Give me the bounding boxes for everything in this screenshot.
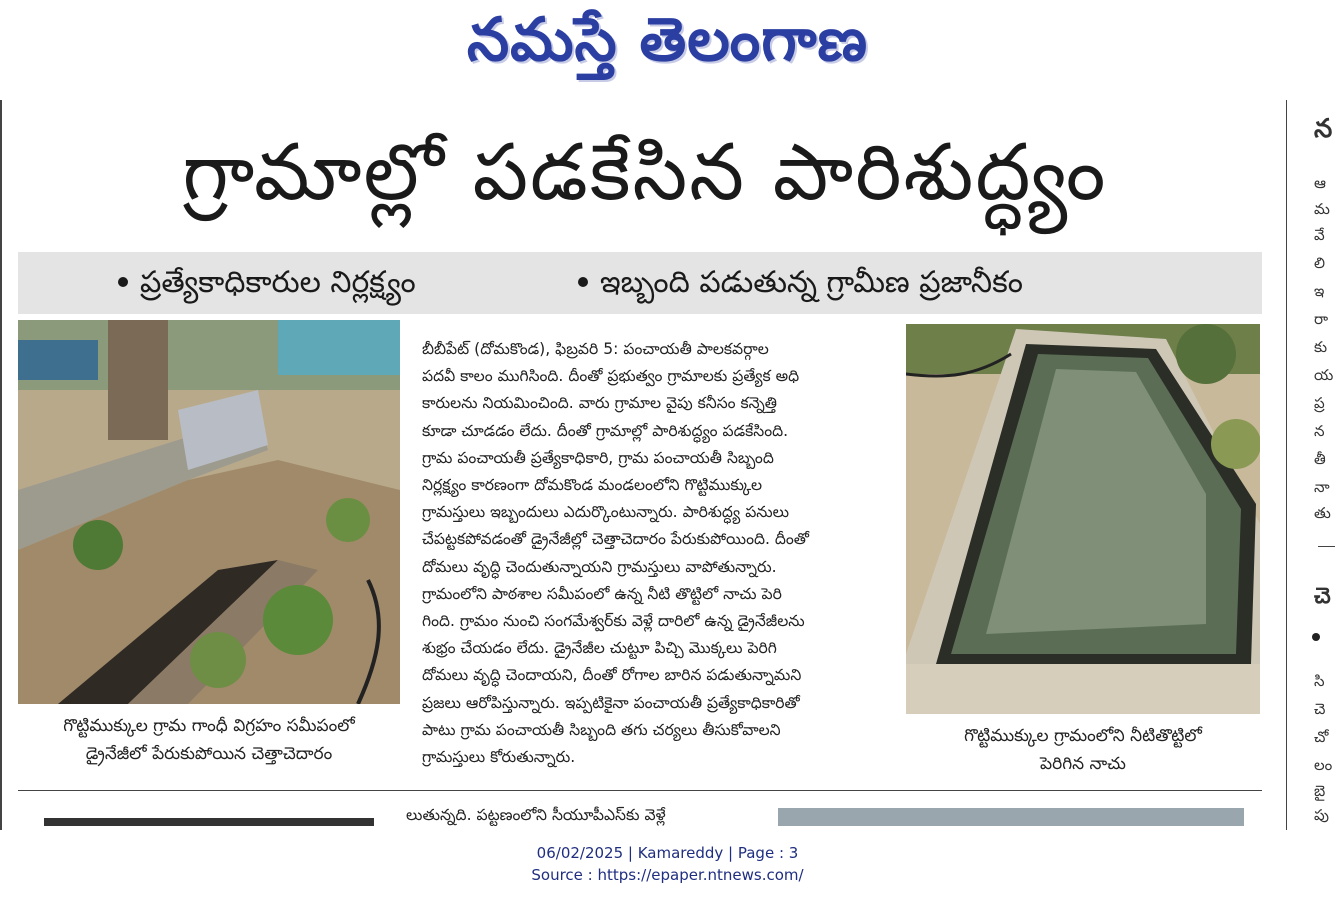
photo-caption-right: గొట్టిముక్కుల గ్రామంలోని నీటితొట్టిలో పెరిగిన నాచు bbox=[964, 726, 1202, 774]
bullet-icon bbox=[578, 277, 588, 287]
newspaper-logo: నమస్తే తెలంగాణ bbox=[466, 5, 869, 75]
adjacent-text-fragment: కు bbox=[1314, 338, 1328, 356]
adjacent-text-fragment: వే bbox=[1314, 226, 1325, 244]
left-border bbox=[0, 100, 2, 830]
masthead bbox=[0, 0, 1335, 100]
subheadline-1: ప్రత్యేకాధికారుల నిర్లక్ష్యం bbox=[118, 252, 416, 314]
photo-caption-left: గొట్టిముక్కుల గ్రామ గాంధీ విగ్రహం సమీపంలో డ్రైనేజీలో పేరుకుపోయిన చెత్తాచెదారం bbox=[63, 716, 355, 764]
tank-photo-illustration bbox=[906, 324, 1260, 714]
adjacent-text-fragment: లం bbox=[1314, 756, 1333, 774]
adjacent-text-fragment: య bbox=[1314, 366, 1334, 384]
next-story-fragment bbox=[18, 800, 1262, 826]
article-line: పదవీ కాలం ముగిసింది. దీంతో ప్రభుత్వం గ్రామాలకు ప్రత్యేక అధి bbox=[422, 367, 800, 386]
next-story-text: లుతున్నది. పట్టణంలోని సీయూపీఎస్‌కు వెళ్లే bbox=[406, 806, 666, 824]
adjacent-text-fragment: న bbox=[1314, 422, 1325, 440]
article-line: గ్రామస్తులు ఇబ్బందులు ఎదుర్కొంటున్నారు. పారిశుద్ధ్య పనులు bbox=[422, 503, 790, 522]
article-line: కారులను నియమించింది. వారు గ్రామాల వైపు కనీసం కన్నెత్తి bbox=[422, 394, 777, 413]
column-divider bbox=[1286, 100, 1287, 830]
article-line: చేపట్టకపోవడంతో డ్రైనేజీల్లో చెత్తాచెదారం పేరుకుపోయింది. దీంతో bbox=[422, 530, 810, 549]
article-line: బీబీపేట్ (దోమకొండ), ఫిబ్రవరి 5: పంచాయతీ పాలకవర్గాల bbox=[422, 340, 769, 358]
subheadline-2: ఇబ్బంది పడుతున్న గ్రామీణ ప్రజానీకం bbox=[578, 252, 1023, 314]
adjacent-text-fragment: తీ bbox=[1314, 450, 1326, 468]
adjacent-headline-fragment: న bbox=[1314, 114, 1333, 144]
footer-date-edition: 06/02/2025 | Kamareddy | Page : 3 bbox=[536, 844, 799, 862]
drain-photo-illustration bbox=[18, 320, 400, 704]
adjacent-headline-fragment: చె bbox=[1314, 584, 1331, 609]
adjacent-text-fragment: లి bbox=[1314, 254, 1325, 272]
footer bbox=[0, 830, 1335, 906]
footer-source: Source : https://epaper.ntnews.com/ bbox=[531, 866, 804, 884]
adjacent-text-fragment: ప్ర bbox=[1314, 394, 1325, 412]
subheadline-band bbox=[18, 252, 1262, 314]
article-line: గ్రామ పంచాయతీ ప్రత్యేకాధికారి, గ్రామ పంచాయతీ సిబ్బంది bbox=[422, 448, 774, 467]
article-line: దోమలు వృద్ధి చెందుతున్నాయని గ్రామస్తులు వాపోతున్నారు. bbox=[422, 557, 777, 576]
article-line: కూడా చూడడం లేదు. దీంతో గ్రామాల్లో పారిశుద్ధ్యం పడకేసింది. bbox=[422, 421, 789, 440]
adjacent-text-fragment: తు bbox=[1314, 504, 1331, 522]
article-line: ప్రజలు ఆరోపిస్తున్నారు. ఇప్పటికైనా పంచాయతీ ప్రత్యేకాధికారితో bbox=[422, 693, 800, 712]
article-line: శుభ్రం చేయడం లేదు. డ్రైనేజీల చుట్టూ పిచ్చి మొక్కలు పెరిగి bbox=[422, 639, 777, 658]
headline: గ్రామాల్లో పడకేసిన పారిశుద్ధ్యం bbox=[182, 128, 1108, 218]
story-divider bbox=[18, 790, 1262, 791]
photo-water-tank bbox=[906, 324, 1260, 714]
adjacent-text-fragment: నా bbox=[1314, 478, 1330, 496]
article-line: పాటు గ్రామ పంచాయతీ సిబ్బంది తగు చర్యలు తీసుకోవాలని bbox=[422, 720, 781, 739]
adjacent-text-fragment: సి bbox=[1314, 672, 1325, 690]
adjacent-text-fragment: రా bbox=[1314, 310, 1329, 328]
next-headline-fragment bbox=[44, 818, 374, 826]
adjacent-text-fragment: చె bbox=[1314, 700, 1326, 718]
article-line: గ్రామంలోని పాఠశాల సమీపంలో ఉన్న నీటి తొట్టిలో నాచు పెరి bbox=[422, 584, 782, 603]
adjacent-text-fragment: ఇ bbox=[1314, 282, 1325, 300]
bullet-icon bbox=[118, 277, 128, 287]
article-line: గ్రామస్తులు కోరుతున్నారు. bbox=[422, 748, 576, 767]
article-body bbox=[422, 336, 874, 780]
article-line: గింది. గ్రామం నుంచి సంగమేశ్వర్‌కు వెళ్లే దారిలో ఉన్న డ్రైనేజీలను bbox=[422, 612, 805, 631]
article-line: దోమలు వృద్ధి చెందాయని, దీంతో రోగాల బారిన పడుతున్నామని bbox=[422, 666, 802, 685]
adjacent-text-fragment: బై bbox=[1314, 782, 1326, 800]
photo-drain bbox=[18, 320, 400, 704]
adjacent-text-fragment: ఆ bbox=[1314, 174, 1326, 192]
next-story-photo bbox=[778, 808, 1244, 826]
adjacent-text-fragment: మ bbox=[1314, 200, 1330, 218]
bullet-icon bbox=[1312, 633, 1320, 641]
adjacent-column-fragment bbox=[1290, 100, 1335, 830]
article-line: నిర్లక్ష్యం కారణంగా దోమకొండ మండలంలోని గొట్టిముక్కుల bbox=[422, 476, 763, 495]
adjacent-text-fragment: చో bbox=[1314, 728, 1329, 746]
adjacent-text-fragment: పు bbox=[1314, 806, 1329, 824]
